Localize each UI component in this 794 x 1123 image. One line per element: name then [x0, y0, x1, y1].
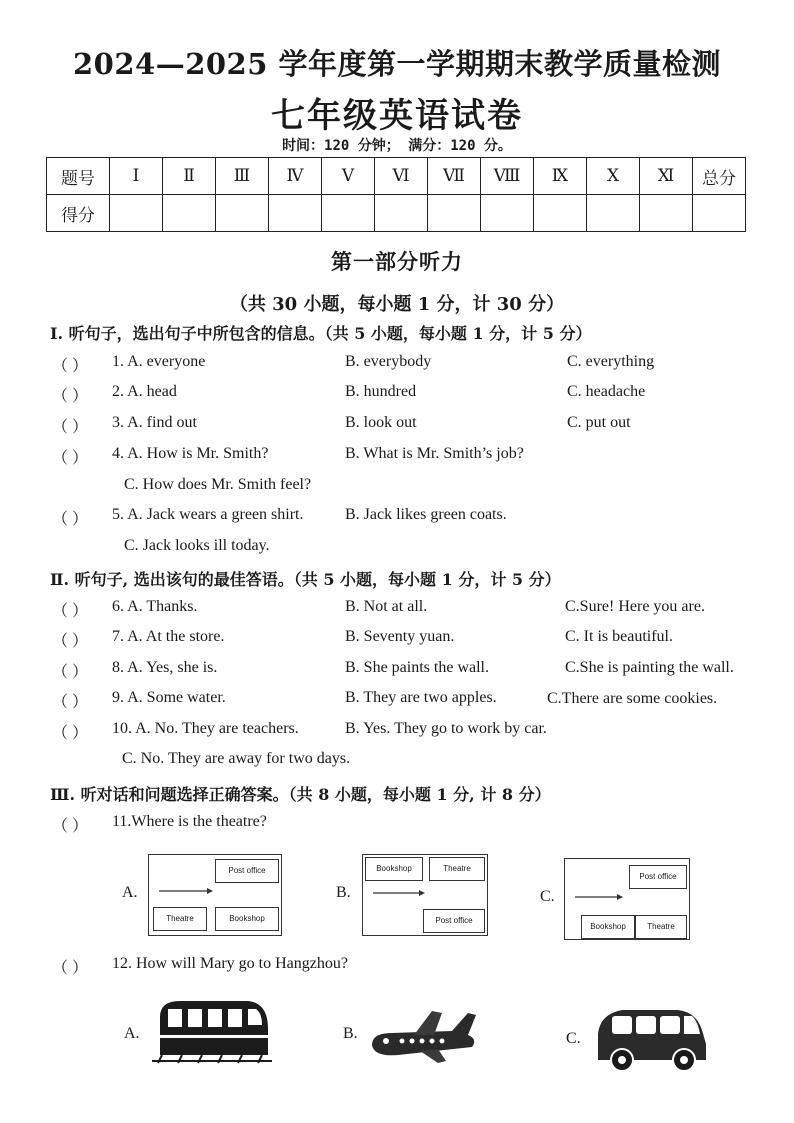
exam-title: 2024—2025 学年度第一学期期末教学质量检测	[72, 47, 722, 81]
q12-question: 12. How will Mary go to Hangzhou?	[112, 955, 348, 972]
q4-option-c: C. How does Mr. Smith feel?	[124, 476, 312, 493]
answer-blank[interactable]: （ ）	[52, 388, 89, 405]
q9-option-b: B. They are two apples.	[345, 689, 497, 706]
answer-blank[interactable]: （ ）	[52, 725, 89, 742]
answer-blank[interactable]: （ ）	[52, 358, 89, 375]
map-option-b[interactable]	[362, 854, 488, 936]
map-a-post-office: Post office	[215, 859, 279, 883]
answer-blank[interactable]: （ ）	[52, 664, 89, 681]
map-b-bookshop: Bookshop	[365, 857, 423, 881]
score-cell: Ⅷ	[481, 158, 534, 195]
q1-option-a: 1. A. everyone	[112, 353, 206, 370]
map-c-post-office: Post office	[629, 865, 687, 889]
section-3-heading: Ⅲ. 听对话和问题选择正确答案。（共 8 小题，每小题 1 分, 计 8 分）	[50, 785, 551, 804]
q11-letter-a: A.	[122, 884, 138, 901]
q5-option-c: C. Jack looks ill today.	[124, 537, 270, 554]
q7-option-b: B. Seventy yuan.	[345, 628, 455, 645]
answer-blank[interactable]: （ ）	[52, 511, 89, 528]
time-info: 时间：120 分钟； 满分：120 分。	[282, 138, 512, 154]
q10-option-a: 10. A. No. They are teachers.	[112, 720, 299, 737]
score-cell: Ⅺ	[640, 158, 693, 195]
score-cell: Ⅰ	[110, 158, 163, 195]
map-a-theatre: Theatre	[153, 907, 207, 931]
map-b-theatre: Theatre	[429, 857, 485, 881]
q7-option-a: 7. A. At the store.	[112, 628, 225, 645]
exam-subtitle: 七年级英语试卷	[271, 96, 523, 136]
q11-letter-b: B.	[336, 884, 351, 901]
q4-option-a: 4. A. How is Mr. Smith?	[112, 445, 269, 462]
answer-blank[interactable]: （ ）	[52, 633, 89, 650]
score-input-cell[interactable]	[375, 195, 428, 232]
q3-option-b: B. look out	[345, 414, 417, 431]
q2-option-a: 2. A. head	[112, 383, 177, 400]
score-table-score-row	[47, 195, 746, 232]
q12-letter-a: A.	[124, 1025, 140, 1042]
map-c-theatre: Theatre	[635, 915, 687, 939]
q11-letter-c: C.	[540, 888, 555, 905]
q3-option-c: C. put out	[567, 414, 631, 431]
score-cell: Ⅲ	[216, 158, 269, 195]
score-input-cell[interactable]	[534, 195, 587, 232]
score-input-cell[interactable]	[693, 195, 746, 232]
score-table-header-row	[47, 158, 746, 195]
map-c-bookshop: Bookshop	[581, 915, 635, 939]
q2-option-c: C. headache	[567, 383, 646, 400]
score-cell: Ⅹ	[587, 158, 640, 195]
score-cell: Ⅵ	[375, 158, 428, 195]
part-note: （共 30 小题，每小题 1 分，计 30 分）	[229, 294, 565, 315]
q5-option-a: 5. A. Jack wears a green shirt.	[112, 506, 304, 523]
section-2-heading: Ⅱ. 听句子, 选出该句的最佳答语。（共 5 小题，每小题 1 分，计 5 分）	[50, 570, 561, 589]
score-input-cell[interactable]	[110, 195, 163, 232]
answer-blank[interactable]: （ ）	[52, 818, 89, 835]
q1-option-c: C. everything	[567, 353, 655, 370]
q12-letter-b: B.	[343, 1025, 358, 1042]
part-title: 第一部分听力	[331, 249, 463, 274]
answer-blank[interactable]: （ ）	[52, 419, 89, 436]
map-b-post-office: Post office	[423, 909, 485, 933]
q9-option-c: C.There are some cookies.	[547, 690, 718, 707]
q4-option-b: B. What is Mr. Smith’s job?	[345, 445, 524, 462]
score-input-cell[interactable]	[428, 195, 481, 232]
q1-option-b: B. everybody	[345, 353, 432, 370]
q2-option-b: B. hundred	[345, 383, 417, 400]
score-cell: Ⅶ	[428, 158, 481, 195]
score-input-cell[interactable]	[587, 195, 640, 232]
q6-option-c: C.Sure! Here you are.	[565, 598, 705, 615]
score-input-cell[interactable]	[640, 195, 693, 232]
q12-letter-c: C.	[566, 1030, 581, 1047]
q8-option-c: C.She is painting the wall.	[565, 659, 734, 676]
answer-blank[interactable]: （ ）	[52, 450, 89, 467]
answer-blank[interactable]: （ ）	[52, 960, 89, 977]
answer-blank[interactable]: （ ）	[52, 603, 89, 620]
q5-option-b: B. Jack likes green coats.	[345, 506, 507, 523]
q8-option-b: B. She paints the wall.	[345, 659, 489, 676]
q3-option-a: 3. A. find out	[112, 414, 197, 431]
score-input-cell[interactable]	[269, 195, 322, 232]
score-cell: 题号	[47, 158, 110, 195]
score-input-cell[interactable]	[322, 195, 375, 232]
score-cell: Ⅳ	[269, 158, 322, 195]
q11-question: 11.Where is the theatre?	[112, 813, 267, 830]
score-cell: 总分	[693, 158, 746, 195]
q10-option-c: C. No. They are away for two days.	[122, 750, 351, 767]
car-icon[interactable]	[592, 1004, 712, 1078]
map-option-c[interactable]	[564, 858, 690, 940]
score-input-cell[interactable]	[163, 195, 216, 232]
score-table	[46, 157, 746, 232]
train-icon[interactable]	[152, 995, 272, 1069]
score-input-cell[interactable]	[216, 195, 269, 232]
q6-option-a: 6. A. Thanks.	[112, 598, 198, 615]
q7-option-c: C. It is beautiful.	[565, 628, 673, 645]
q6-option-b: B. Not at all.	[345, 598, 428, 615]
map-a-bookshop: Bookshop	[215, 907, 279, 931]
q10-option-b: B. Yes. They go to work by car.	[345, 720, 547, 737]
score-cell: Ⅸ	[534, 158, 587, 195]
score-label-cell: 得分	[47, 195, 110, 232]
section-1-heading: Ⅰ. 听句子，选出句子中所包含的信息。（共 5 小题，每小题 1 分，计 5 分）	[50, 324, 592, 343]
score-input-cell[interactable]	[481, 195, 534, 232]
q9-option-a: 9. A. Some water.	[112, 689, 226, 706]
score-cell: Ⅴ	[322, 158, 375, 195]
q8-option-a: 8. A. Yes, she is.	[112, 659, 218, 676]
map-option-a[interactable]	[148, 854, 282, 936]
answer-blank[interactable]: （ ）	[52, 694, 89, 711]
airplane-icon[interactable]	[368, 1005, 480, 1069]
score-cell: Ⅱ	[163, 158, 216, 195]
